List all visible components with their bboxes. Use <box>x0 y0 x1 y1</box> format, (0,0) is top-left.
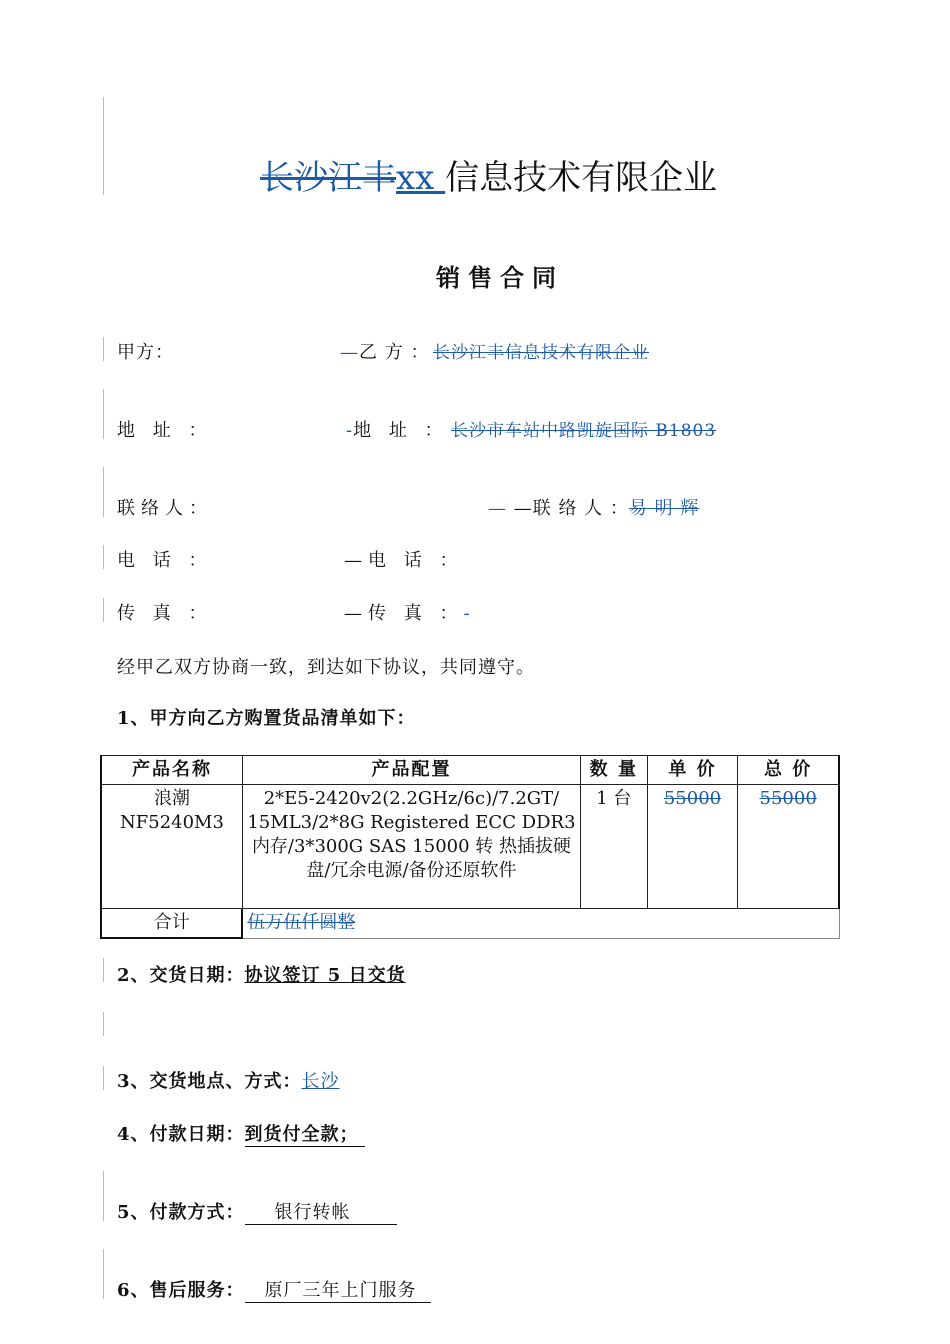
clause-6-value: 原厂三年上门服务 <box>245 1276 431 1303</box>
revision-bar <box>103 1171 104 1221</box>
address-b-label-text: 地 址 ： <box>353 420 449 441</box>
table-header-row <box>101 756 839 785</box>
company-title <box>260 150 717 199</box>
col-header-name: 产品名称 <box>101 756 242 785</box>
clause-4-label: 4、付款日期： <box>117 1124 245 1145</box>
fax-b-label-text: —传 真 ： <box>344 603 464 624</box>
phone-a-label: 电 话 ： <box>117 550 213 571</box>
clause-6-label: 6、售后服务： <box>117 1280 245 1301</box>
party-b-label: —乙 方 ： <box>340 342 430 363</box>
clause-3-value: 长沙 <box>301 1071 340 1092</box>
col-header-config: 产品配置 <box>242 756 580 785</box>
party-b-label-text: 乙 方 ： <box>359 342 430 363</box>
cell-total-value: 伍万伍仟圆整 <box>242 909 839 939</box>
clause-2 <box>117 961 406 987</box>
revision-bar <box>103 389 104 439</box>
clause-2-value: 协议签订 5 日交货 <box>244 965 406 986</box>
revision-bar <box>103 598 104 622</box>
contact-b-label <box>488 494 699 520</box>
revision-bar <box>103 958 104 982</box>
fax-a-label: 传 真 ： <box>117 603 213 624</box>
revision-bar <box>103 337 104 361</box>
table-row <box>101 785 839 909</box>
revision-bar <box>103 1012 104 1036</box>
party-b-value: 长沙江丰信息技术有限企业 <box>433 343 649 363</box>
clause-4 <box>117 1120 365 1147</box>
doc-title: 销售合同 <box>436 264 564 292</box>
clause-5 <box>117 1198 397 1225</box>
table-total-row <box>101 909 839 939</box>
clause-2-label: 2、交货日期： <box>117 965 245 986</box>
goods-table <box>100 755 840 939</box>
col-header-total-price: 总 价 <box>738 756 839 785</box>
company-title-deleted: 长沙江丰 <box>260 158 396 198</box>
contact-b-dash: — <box>488 498 507 519</box>
company-title-rest: 信息技术有限企业 <box>445 158 718 198</box>
cell-total-price: 55000 <box>738 785 839 909</box>
clause-5-value: 银行转帐 <box>245 1198 397 1225</box>
cell-total-label: 合计 <box>101 909 242 939</box>
address-b-label: -地 址 ： <box>346 420 449 441</box>
revision-bar <box>103 97 104 195</box>
party-a-label: 甲方： <box>117 342 174 363</box>
phone-b-label: —电 话 ： <box>344 550 464 571</box>
clause-1-heading: 1、甲方向乙方购置货品清单如下： <box>117 708 416 729</box>
address-a-label: 地 址 ： <box>117 420 213 441</box>
clause-3 <box>117 1067 340 1093</box>
cell-qty: 1 台 <box>581 785 648 909</box>
cell-product-config: 2*E5-2420v2(2.2GHz/6c)/7.2GT/ 15ML3/2*8G Registered ECC DDR3 内存/3*300G SAS 15000 转 热插拔硬盘/冗余电源/备份还原软件 <box>242 785 580 909</box>
company-title-inserted: xx <box>396 158 446 198</box>
contact-b-value: 易 明 辉 <box>628 498 700 519</box>
contact-b-label-text: —联 络 人 ： <box>513 498 629 519</box>
revision-bar <box>103 1249 104 1299</box>
revision-bar <box>103 545 104 569</box>
col-header-qty: 数 量 <box>581 756 648 785</box>
fax-b-label <box>344 599 471 625</box>
contact-a-label: 联络人： <box>117 498 213 519</box>
intro-text: 经甲乙双方协商一致，到达如下协议，共同遵守。 <box>117 657 535 678</box>
col-header-unit-price: 单 价 <box>647 756 738 785</box>
address-b-value: 长沙市车站中路凯旋国际 B1803 <box>451 421 717 441</box>
clause-3-label: 3、交货地点、方式： <box>117 1071 302 1092</box>
cell-product-name: 浪潮 NF5240M3 <box>101 785 242 909</box>
revision-bar <box>103 1066 104 1090</box>
clause-6 <box>117 1276 431 1303</box>
revision-bar <box>103 467 104 517</box>
clause-4-value: 到货付全款； <box>245 1120 365 1147</box>
clause-5-label: 5、付款方式： <box>117 1202 245 1223</box>
fax-b-value: - <box>463 603 471 624</box>
cell-unit-price: 55000 <box>647 785 738 909</box>
